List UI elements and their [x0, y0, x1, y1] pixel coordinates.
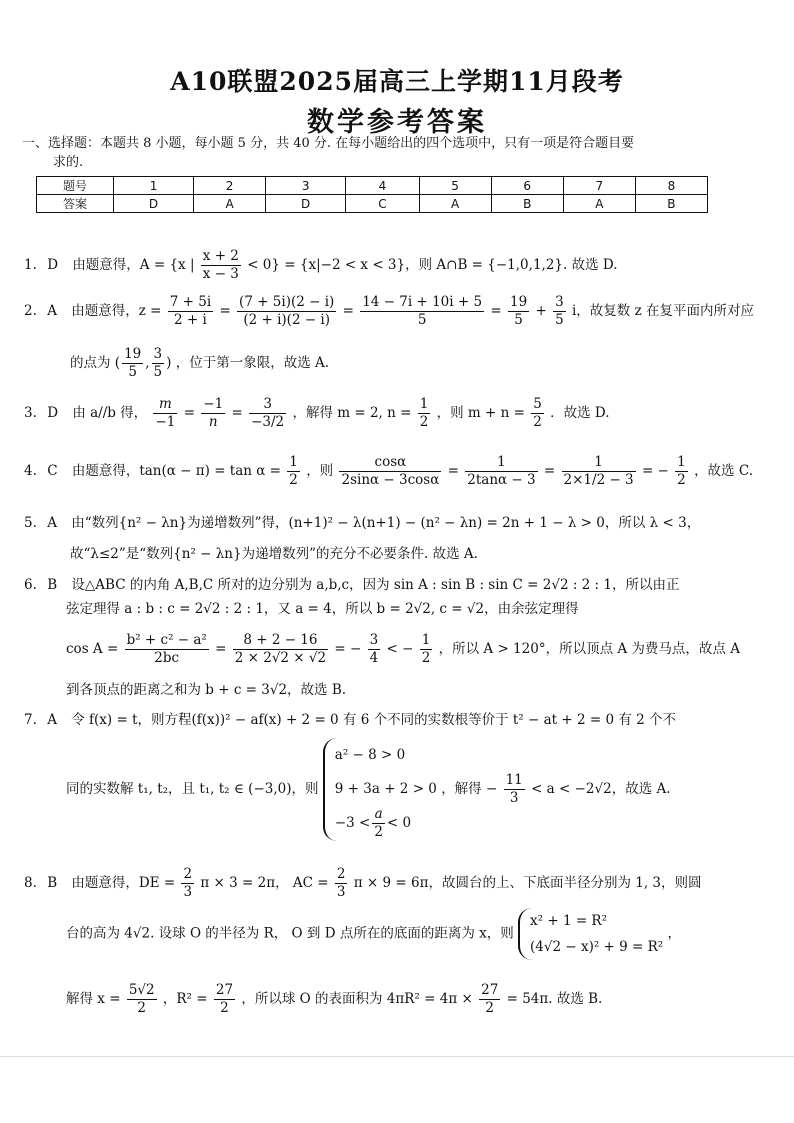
- solution-text: ，解得 −: [441, 781, 498, 797]
- denominator: 2 + i: [174, 312, 207, 328]
- solution-text: 同的实数解 t₁, t₂，且 t₁, t₂ ∈ (−3,0)，则: [66, 781, 319, 797]
- denominator: 2×1/2 − 3: [563, 472, 634, 488]
- answer-table-number: 1: [114, 177, 194, 195]
- plus-sign: +: [535, 303, 547, 319]
- answer-table-answer: A: [563, 195, 635, 213]
- solution-text: < a < −2√2，故选 A.: [531, 781, 671, 797]
- answer-table-number: 3: [266, 177, 346, 195]
- fraction: [465, 454, 537, 489]
- solution-text: 由题意得，tan(α − π) = tan α =: [71, 463, 281, 479]
- solution-text: < 0} = {x|−2 < x < 3}，则 A∩B = {−1,0,1,2}. 故选 D.: [247, 257, 618, 273]
- denominator: 2 × 2√2 × √2: [234, 650, 327, 666]
- numerator: 14 − 7i + 10i + 5: [362, 294, 483, 310]
- answer-table-answer-label: 答案: [37, 195, 114, 213]
- answer-table-number: 8: [635, 177, 707, 195]
- page-bottom-divider: [0, 1056, 794, 1057]
- fraction: [181, 866, 194, 901]
- question-answer: A: [47, 712, 57, 728]
- fraction: [201, 396, 225, 431]
- question-5-solution-cont: [70, 544, 478, 564]
- solution-text: 弦定理得 a : b : c = 2√2 : 2 : 1，又 a = 4，所以 b = 2√2, c = √2，由余弦定理得: [66, 601, 579, 617]
- question-5-solution: [24, 513, 700, 533]
- question-number: 3.: [24, 405, 37, 421]
- numerator: 7 + 5i: [169, 294, 212, 310]
- fraction: [237, 294, 336, 329]
- solution-text: ，则: [306, 463, 334, 479]
- solution-text: 故“λ≤2”是“数列{n² − λn}为递增数列”的充分不必要条件. 故选 A.: [70, 546, 478, 562]
- fraction: [233, 632, 328, 667]
- question-answer: A: [47, 515, 57, 531]
- answer-table-answer: C: [346, 195, 419, 213]
- numerator: −1: [203, 396, 224, 412]
- numerator: m: [153, 396, 177, 414]
- solution-text: 解得 x =: [66, 991, 121, 1007]
- solution-text: ，所以球 O 的表面积为 4πR² = 4π ×: [241, 991, 473, 1007]
- solution-text: 台的高为 4√2. 设球 O 的半径为 R， O 到 D 点所在的底面的距离为 x，则: [66, 925, 514, 942]
- denominator: 2: [289, 472, 298, 488]
- denominator: (2 + i)(2 − i): [243, 312, 331, 328]
- numerator: 19: [124, 346, 142, 362]
- question-7-solution: [24, 710, 676, 730]
- solution-text: = −: [641, 463, 669, 479]
- denominator: 2: [137, 1000, 146, 1016]
- fraction: [214, 982, 235, 1017]
- section-heading-line2: 求的.: [53, 155, 84, 170]
- solution-text: 由“数列{n² − λn}为递增数列”得，(n+1)² − λ(n+1) − (n² − λn) = 2n + 1 − λ > 0，所以 λ < 3，: [71, 515, 701, 531]
- numerator: 1: [562, 454, 636, 472]
- solution-text: = −: [334, 641, 362, 657]
- question-answer: B: [47, 577, 58, 593]
- fraction: [125, 632, 209, 667]
- page-title: A10联盟2025届高三上学期11月段考: [170, 67, 624, 96]
- question-8-solution-cont: [66, 908, 681, 960]
- solution-text: π × 9 = 6π，故圆台的上、下底面半径分别为 1, 3，则圆: [353, 875, 702, 891]
- question-8-solution-end: [66, 982, 602, 1017]
- fraction: [562, 454, 636, 489]
- numerator: 3: [369, 632, 379, 648]
- solution-text: ．故选 D.: [550, 405, 610, 421]
- solution-text: i，故复数 z 在复平面内所对应: [571, 303, 754, 319]
- equation-system: [518, 908, 663, 960]
- denominator: x − 3: [202, 266, 239, 282]
- numerator: 1: [421, 632, 431, 648]
- numerator: 27: [215, 982, 234, 998]
- question-1-solution: [24, 248, 618, 283]
- question-answer: C: [47, 463, 58, 479]
- equals-sign: =: [447, 463, 459, 479]
- fraction: [122, 346, 143, 381]
- denominator: 3: [509, 790, 519, 806]
- question-8-solution: [24, 866, 702, 901]
- solution-text: ，解得 m = 2, n =: [292, 405, 412, 421]
- system-line: 9 + 3a + 2 > 0: [334, 781, 437, 797]
- equals-sign: =: [490, 303, 502, 319]
- numerator: 3: [153, 346, 163, 362]
- system-text: < 0: [386, 815, 412, 831]
- numerator: x + 2: [202, 248, 239, 264]
- question-2-solution: [24, 294, 754, 329]
- denominator: 5: [128, 364, 137, 380]
- answer-table-number: 2: [194, 177, 266, 195]
- solution-text: 由 a//b 得，: [72, 405, 148, 421]
- fraction: [153, 396, 177, 431]
- question-number: 2.: [24, 303, 37, 319]
- equals-sign: =: [215, 641, 227, 657]
- numerator: 19: [509, 294, 528, 310]
- fraction: [508, 294, 529, 329]
- fraction: [335, 866, 348, 901]
- numerator: (7 + 5i)(2 − i): [239, 294, 335, 310]
- fraction: [479, 982, 500, 1017]
- denominator: 4: [369, 650, 379, 666]
- fraction: [152, 346, 165, 381]
- solution-text: ，位于第一象限，故选 A.: [175, 355, 330, 371]
- fraction: [368, 632, 381, 667]
- question-number: 6.: [24, 577, 37, 593]
- numerator: 1: [677, 454, 686, 470]
- solution-text: ，所以 A > 120°，所以顶点 A 为费马点，故点 A: [438, 641, 740, 657]
- denominator: −1: [155, 414, 176, 430]
- question-answer: D: [47, 405, 59, 421]
- denominator: 2: [421, 650, 431, 666]
- denominator: 2: [220, 1000, 229, 1016]
- answer-table-answer: D: [266, 195, 346, 213]
- fraction: [372, 806, 385, 841]
- solution-text: 设△ABC 的内角 A,B,C 所对的边分别为 a,b,c，因为 sin A : sin B : sin C = 2√2 : 2 : 1，所以由正: [71, 577, 680, 593]
- numerator: b² + c² − a²: [126, 632, 207, 648]
- answer-table-number: 6: [491, 177, 563, 195]
- numerator: 11: [505, 772, 523, 788]
- solution-text: < −: [386, 641, 414, 657]
- solution-text: 由题意得，A = {x |: [72, 257, 195, 273]
- question-4-solution: [24, 454, 753, 489]
- denominator: 2sinα − 3cosα: [341, 472, 440, 488]
- denominator: 5: [417, 312, 427, 328]
- system-line: x² + 1 = R²: [530, 913, 608, 929]
- answer-table-answer: B: [491, 195, 563, 213]
- system-line: (4√2 − x)² + 9 = R²: [530, 939, 664, 955]
- denominator: 3: [336, 884, 346, 900]
- question-3-solution: [24, 396, 610, 431]
- solution-text: 令 f(x) = t，则方程(f(x))² − af(x) + 2 = 0 有 6 个不同的实数根等价于 t² − at + 2 = 0 有 2 个不: [71, 712, 677, 728]
- denominator: 5: [514, 312, 523, 328]
- solution-text: = 54π. 故选 B.: [506, 991, 603, 1007]
- fraction: [553, 294, 566, 329]
- numerator: 27: [481, 982, 499, 998]
- question-6-solution-end: [66, 680, 346, 700]
- question-number: 4.: [24, 463, 37, 479]
- question-number: 5.: [24, 515, 37, 531]
- equals-sign: =: [231, 405, 243, 421]
- numerator: 1: [419, 396, 429, 412]
- equation-system: [323, 738, 437, 841]
- numerator: 1: [289, 454, 298, 470]
- fraction: [675, 454, 688, 489]
- question-6-solution: [24, 575, 679, 595]
- answer-table-answer: B: [635, 195, 707, 213]
- section-heading-line1: 一、选择题：本题共 8 小题，每小题 5 分，共 40 分. 在每小题给出的四个选项中，只有一项是符合题目要: [22, 136, 635, 151]
- solution-text: 到各顶点的距离之和为 b + c = 3√2，故选 B.: [66, 682, 347, 698]
- question-7-solution-cont: [66, 738, 671, 841]
- fraction: [531, 396, 544, 431]
- question-number: 8.: [24, 875, 37, 891]
- equals-sign: =: [183, 405, 195, 421]
- question-2-solution-cont: 的点为 ( $\frac{19}{5}$ , $\frac{3}{5}$ ) ，位于第一象限，故选 A.: [70, 346, 330, 380]
- question-answer: D: [47, 257, 59, 273]
- fraction: [339, 454, 441, 489]
- solution-text: 的点为: [70, 355, 111, 371]
- fraction: [360, 294, 484, 329]
- denominator: 5: [555, 312, 564, 328]
- system-line: a² − 8 > 0: [334, 747, 406, 763]
- numerator: cosα: [339, 454, 441, 472]
- numerator: 3: [249, 396, 286, 414]
- answer-table: [36, 176, 708, 213]
- answer-table-number: 4: [346, 177, 419, 195]
- answer-table-answer: A: [419, 195, 491, 213]
- equals-sign: =: [342, 303, 354, 319]
- solution-text: ，故选 C.: [694, 463, 753, 479]
- question-answer: A: [47, 303, 57, 319]
- equals-sign: =: [543, 463, 556, 479]
- question-6-solution-formula: [66, 632, 740, 667]
- fraction: [418, 396, 431, 431]
- answer-table-answer-row: [37, 195, 708, 213]
- fraction: [127, 982, 157, 1017]
- question-number: 1.: [24, 257, 37, 273]
- numerator: 2: [183, 866, 193, 882]
- answer-table-number: 5: [419, 177, 491, 195]
- question-6-solution-cont: [66, 599, 579, 619]
- numerator: 8 + 2 − 16: [233, 632, 328, 650]
- answer-table-number-row: [37, 177, 708, 195]
- answer-table-number: 7: [563, 177, 635, 195]
- solution-text: 由题意得，DE =: [71, 875, 176, 891]
- denominator: 2: [374, 824, 383, 840]
- denominator: 3: [183, 884, 193, 900]
- question-answer: B: [47, 875, 58, 891]
- numerator: 2: [336, 866, 346, 882]
- solution-text: π × 3 = 2π， AC =: [200, 875, 329, 891]
- equals-sign: =: [219, 303, 231, 319]
- solution-text: ，: [667, 925, 682, 942]
- solution-text: cos A =: [66, 641, 119, 657]
- denominator: 2: [533, 414, 542, 430]
- question-number: 7.: [24, 712, 37, 728]
- denominator: 5: [153, 364, 163, 380]
- denominator: 2: [485, 1000, 494, 1016]
- denominator: 2tanα − 3: [467, 472, 536, 488]
- denominator: 2: [677, 472, 686, 488]
- solution-text: ，则 m + n =: [436, 405, 525, 421]
- section-heading: [22, 134, 722, 172]
- numerator: 5: [533, 396, 542, 412]
- system-line: [335, 806, 437, 841]
- answer-table-number-label: 题号: [37, 177, 114, 195]
- solution-text: ，R² =: [162, 991, 208, 1007]
- fraction: [201, 248, 241, 283]
- fraction: [249, 396, 286, 431]
- answer-table-answer: D: [114, 195, 194, 213]
- fraction: [287, 454, 300, 489]
- page-subtitle: 数学参考答案: [307, 107, 487, 138]
- fraction: [504, 772, 525, 807]
- numerator: 1: [465, 454, 537, 472]
- answer-table-answer: A: [194, 195, 266, 213]
- numerator: 3: [555, 294, 564, 310]
- denominator: n: [208, 414, 218, 430]
- denominator: 2bc: [154, 650, 180, 666]
- solution-text: 由题意得，z =: [71, 303, 162, 319]
- fraction: [168, 294, 213, 329]
- system-text: −3 <: [334, 815, 371, 831]
- fraction: [420, 632, 433, 667]
- denominator: −3/2: [251, 414, 285, 430]
- denominator: 2: [419, 414, 429, 430]
- numerator: 5√2: [128, 982, 155, 998]
- numerator: a: [372, 806, 385, 824]
